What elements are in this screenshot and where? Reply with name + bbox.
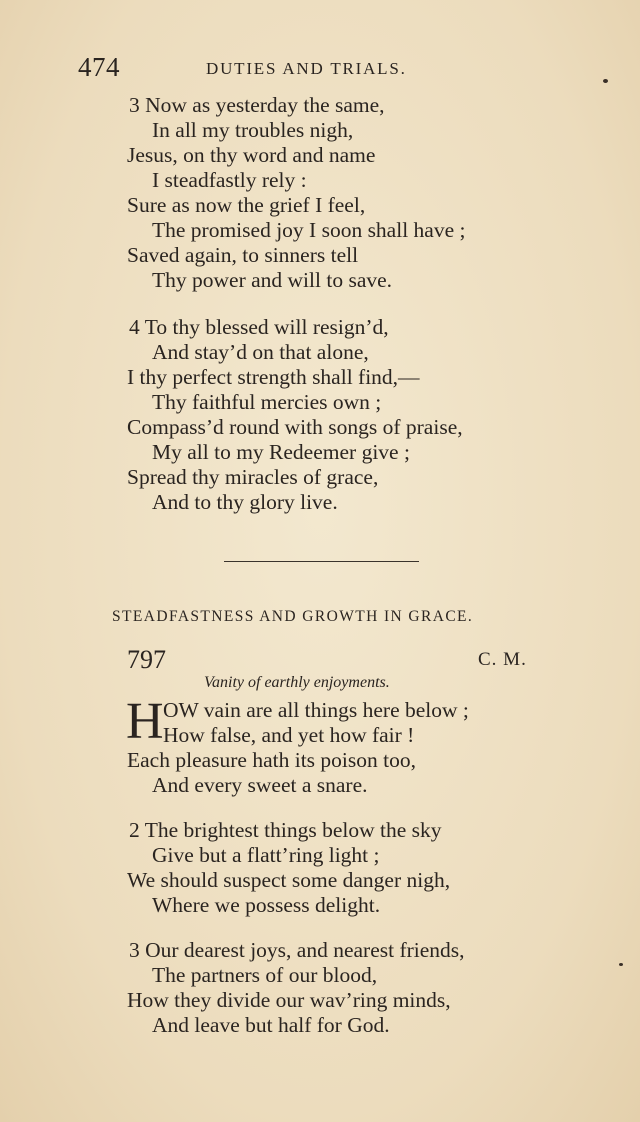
page-number: 474 (78, 52, 120, 82)
verse-line: Spread thy miracles of grace, (127, 465, 379, 489)
verse-line: 4 To thy blessed will resign’d, (129, 315, 389, 339)
verse-line: 2 The brightest things below the sky (129, 818, 442, 842)
verse-line: The promised joy I soon shall have ; (152, 218, 466, 242)
section-divider (224, 561, 419, 562)
verse-line: 3 Now as yesterday the same, (129, 93, 385, 117)
verse-line: How they divide our wav’ring minds, (127, 988, 451, 1012)
page-header (78, 52, 458, 86)
verse-line: Give but a flatt’ring light ; (152, 843, 380, 867)
drop-cap: H (126, 693, 164, 750)
verse-line: In all my troubles nigh, (152, 118, 354, 142)
verse-line: We should suspect some danger nigh, (127, 868, 451, 892)
verse-line: And stay’d on that alone, (152, 340, 369, 364)
hymn-subtitle: Vanity of earthly enjoyments. (204, 674, 390, 691)
verse-line: Thy faithful mercies own ; (152, 390, 382, 414)
verse-line: The partners of our blood, (152, 963, 378, 987)
verse-line: Where we possess delight. (152, 893, 381, 917)
hymn-meter: C. M. (478, 649, 527, 670)
verse-line: And leave but half for God. (152, 1013, 390, 1037)
hymn-number: 797 (127, 645, 166, 674)
verse-line: OW vain are all things here below ; (163, 698, 469, 722)
verse-line: I steadfastly rely : (152, 168, 307, 192)
verse-line: Jesus, on thy word and name (127, 143, 376, 167)
ink-speck (619, 963, 623, 966)
verse-line: Compass’d round with songs of praise, (127, 415, 463, 439)
verse-line: How false, and yet how fair ! (163, 723, 415, 747)
verse-line: I thy perfect strength shall find,— (127, 365, 420, 389)
verse-line: Sure as now the grief I feel, (127, 193, 366, 217)
verse-line: Saved again, to sinners tell (127, 243, 359, 267)
ink-speck (603, 79, 608, 83)
verse-line: And to thy glory live. (152, 490, 338, 514)
verse-line: And every sweet a snare. (152, 773, 368, 797)
verse-line: 3 Our dearest joys, and nearest friends, (129, 938, 465, 962)
verse-line: Thy power and will to save. (152, 268, 393, 292)
verse-line: My all to my Redeemer give ; (152, 440, 410, 464)
verse-line: Each pleasure hath its poison too, (127, 748, 416, 772)
running-head: DUTIES AND TRIALS. (206, 59, 407, 78)
section-title: STEADFASTNESS AND GROWTH IN GRACE. (112, 608, 474, 625)
